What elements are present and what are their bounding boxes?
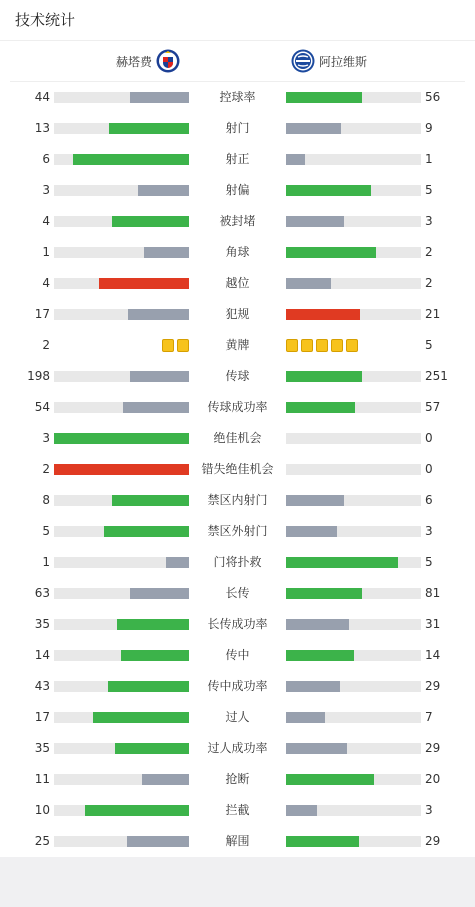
home-stat-bar-fill — [127, 836, 189, 847]
away-stat-bar — [286, 92, 421, 103]
home-stat-bar — [54, 650, 189, 661]
yellow-card-icon — [346, 339, 358, 352]
home-stat-bar — [54, 278, 189, 289]
away-stat-bar-fill — [286, 557, 398, 568]
away-stat-value: 3 — [425, 524, 433, 538]
home-stat-value: 17 — [34, 307, 50, 321]
home-stat-bar — [54, 712, 189, 723]
stat-row — [0, 82, 475, 113]
home-stat-bar — [54, 154, 189, 165]
home-stat-bar — [54, 464, 189, 475]
home-stat-bar-fill — [115, 743, 189, 754]
away-stat-value: 5 — [425, 338, 433, 352]
away-stat-value: 251 — [425, 369, 448, 383]
away-stat-bar-fill — [286, 371, 362, 382]
away-stat-value: 21 — [425, 307, 441, 321]
home-stat-bar — [54, 836, 189, 847]
home-stat-bar-fill — [112, 495, 189, 506]
home-stat-value: 3 — [42, 431, 50, 445]
home-stat-value: 2 — [42, 462, 50, 476]
away-stat-value: 7 — [425, 710, 433, 724]
away-stat-bar-fill — [286, 526, 337, 537]
away-stat-bar — [286, 712, 421, 723]
away-stat-bar-fill — [286, 123, 341, 134]
stat-label: 传中成功率 — [207, 679, 268, 693]
yellow-card-icon — [316, 339, 328, 352]
home-stat-bar — [54, 619, 189, 630]
stat-row — [0, 392, 475, 423]
stat-label: 拦截 — [225, 803, 250, 817]
stat-row — [0, 671, 475, 702]
stat-row — [0, 113, 475, 144]
home-stat-bar-fill — [166, 557, 189, 568]
away-yellow-cards — [286, 339, 358, 352]
away-stat-bar-fill — [286, 650, 354, 661]
away-stat-value: 56 — [425, 90, 441, 104]
home-stat-value: 8 — [42, 493, 50, 507]
home-stat-bar-fill — [108, 681, 189, 692]
alaves-crest-icon — [291, 49, 315, 73]
home-stat-bar — [54, 309, 189, 320]
away-stat-bar — [286, 650, 421, 661]
home-stat-bar — [54, 495, 189, 506]
stat-label: 过人 — [225, 710, 250, 724]
home-stat-bar-fill — [144, 247, 189, 258]
stat-label: 长传 — [225, 586, 250, 600]
away-stat-bar-fill — [286, 247, 376, 258]
stat-label: 禁区外射门 — [207, 524, 268, 538]
away-stat-bar — [286, 402, 421, 413]
away-stat-bar — [286, 371, 421, 382]
home-stat-bar-fill — [117, 619, 189, 630]
away-stat-bar — [286, 216, 421, 227]
home-stat-bar — [54, 557, 189, 568]
home-stat-value: 4 — [42, 214, 50, 228]
teams-header — [10, 41, 465, 82]
away-stat-bar — [286, 278, 421, 289]
away-stat-bar — [286, 588, 421, 599]
away-stat-value: 5 — [425, 183, 433, 197]
away-stat-bar — [286, 743, 421, 754]
away-stat-bar — [286, 247, 421, 258]
stat-label: 角球 — [225, 245, 250, 259]
page-title: 技术统计 — [0, 0, 475, 41]
stat-label: 过人成功率 — [207, 741, 268, 755]
stat-label: 禁区内射门 — [207, 493, 268, 507]
away-stat-value: 3 — [425, 214, 433, 228]
home-stat-bar — [54, 526, 189, 537]
home-stat-bar-fill — [121, 650, 189, 661]
away-stat-bar — [286, 185, 421, 196]
stat-row — [0, 454, 475, 485]
yellow-card-icon — [286, 339, 298, 352]
away-stat-bar-fill — [286, 619, 349, 630]
stat-label: 门将扑救 — [213, 555, 262, 569]
stat-row — [0, 609, 475, 640]
away-stat-value: 6 — [425, 493, 433, 507]
home-stat-bar-fill — [93, 712, 189, 723]
away-stat-value: 0 — [425, 431, 433, 445]
home-stat-bar — [54, 805, 189, 816]
home-stat-value: 11 — [34, 772, 50, 786]
home-stat-bar-fill — [128, 309, 189, 320]
away-stat-value: 31 — [425, 617, 441, 631]
home-stat-bar-fill — [130, 588, 189, 599]
home-stat-value: 43 — [34, 679, 50, 693]
stat-row — [0, 423, 475, 454]
home-stat-bar — [54, 123, 189, 134]
stat-row — [0, 206, 475, 237]
stat-label: 传球成功率 — [207, 400, 268, 414]
stat-label: 解围 — [225, 834, 250, 848]
away-stat-value: 29 — [425, 834, 441, 848]
home-stat-bar-fill — [109, 123, 189, 134]
home-stat-bar — [54, 433, 189, 444]
home-stat-bar-fill — [73, 154, 189, 165]
away-stat-bar — [286, 309, 421, 320]
stat-row — [0, 144, 475, 175]
home-stat-value: 2 — [42, 338, 50, 352]
home-stat-bar — [54, 588, 189, 599]
home-team-name: 赫塔费 — [115, 54, 152, 69]
away-stat-bar-fill — [286, 495, 344, 506]
away-stat-bar — [286, 495, 421, 506]
away-stat-bar-fill — [286, 805, 317, 816]
yellow-card-icon — [331, 339, 343, 352]
away-stat-bar — [286, 619, 421, 630]
home-stat-bar — [54, 681, 189, 692]
away-stat-bar-fill — [286, 185, 371, 196]
away-stat-bar — [286, 681, 421, 692]
away-stat-bar-fill — [286, 402, 355, 413]
home-stat-bar-fill — [112, 216, 189, 227]
stat-row — [0, 578, 475, 609]
home-stat-value: 4 — [42, 276, 50, 290]
home-stat-value: 17 — [34, 710, 50, 724]
home-stat-bar-fill — [104, 526, 189, 537]
away-stat-bar — [286, 154, 421, 165]
stat-label: 射偏 — [225, 183, 250, 197]
home-stat-value: 63 — [34, 586, 50, 600]
stat-label: 射正 — [225, 152, 250, 166]
away-stat-value: 5 — [425, 555, 433, 569]
away-stat-bar — [286, 526, 421, 537]
stat-row — [0, 795, 475, 826]
stat-row — [0, 175, 475, 206]
home-stat-bar — [54, 743, 189, 754]
stat-row — [0, 640, 475, 671]
stat-row — [0, 330, 475, 361]
getafe-crest-icon — [156, 49, 180, 73]
away-stat-bar-fill — [286, 278, 331, 289]
home-stat-value: 1 — [42, 245, 50, 259]
away-stat-value: 0 — [425, 462, 433, 476]
home-team[interactable] — [116, 49, 180, 73]
home-stat-value: 13 — [34, 121, 50, 135]
stat-label: 绝佳机会 — [213, 431, 262, 445]
away-team-name: 阿拉维斯 — [319, 54, 368, 69]
stat-row — [0, 733, 475, 764]
away-stat-bar-fill — [286, 774, 374, 785]
home-yellow-cards — [162, 339, 189, 352]
home-stat-bar-fill — [85, 805, 189, 816]
yellow-card-icon — [177, 339, 189, 352]
stat-label: 长传成功率 — [207, 617, 268, 631]
stat-row — [0, 547, 475, 578]
home-stat-value: 14 — [34, 648, 50, 662]
home-stat-value: 35 — [34, 617, 50, 631]
stat-label: 越位 — [225, 276, 250, 290]
away-stat-value: 2 — [425, 276, 433, 290]
home-stat-value: 44 — [34, 90, 50, 104]
away-stat-value: 9 — [425, 121, 433, 135]
away-stat-bar — [286, 557, 421, 568]
away-stat-value: 3 — [425, 803, 433, 817]
away-stat-bar — [286, 805, 421, 816]
stat-row — [0, 237, 475, 268]
away-stat-bar-fill — [286, 712, 325, 723]
home-stat-bar — [54, 185, 189, 196]
home-stat-bar-fill — [123, 402, 189, 413]
away-stat-value: 29 — [425, 679, 441, 693]
away-stat-value: 20 — [425, 772, 441, 786]
home-stat-bar-fill — [99, 278, 189, 289]
home-stat-bar-fill — [130, 371, 189, 382]
stat-label: 黄牌 — [225, 338, 250, 352]
away-stat-value: 57 — [425, 400, 441, 414]
away-stat-bar-fill — [286, 836, 359, 847]
away-stat-bar-fill — [286, 588, 362, 599]
stat-row — [0, 516, 475, 547]
away-stat-bar-fill — [286, 92, 362, 103]
home-stat-value: 1 — [42, 555, 50, 569]
home-stat-value: 5 — [42, 524, 50, 538]
stat-row — [0, 485, 475, 516]
away-stat-bar-fill — [286, 681, 340, 692]
yellow-card-icon — [162, 339, 174, 352]
home-stat-bar-fill — [138, 185, 189, 196]
stat-row — [0, 299, 475, 330]
stat-label: 传球 — [225, 369, 250, 383]
home-stat-bar — [54, 371, 189, 382]
stat-row — [0, 826, 475, 857]
home-stat-bar — [54, 247, 189, 258]
stat-label: 错失绝佳机会 — [201, 462, 274, 476]
home-stat-bar-fill — [54, 464, 189, 475]
stat-label: 抢断 — [225, 772, 250, 786]
away-stat-bar-fill — [286, 743, 347, 754]
stat-row — [0, 361, 475, 392]
stat-label: 射门 — [225, 121, 250, 135]
away-team[interactable] — [291, 49, 367, 73]
away-stat-bar — [286, 464, 421, 475]
stat-row — [0, 764, 475, 795]
stat-label: 控球率 — [219, 90, 256, 104]
yellow-card-icon — [301, 339, 313, 352]
home-stat-value: 35 — [34, 741, 50, 755]
stats-list — [0, 82, 475, 857]
home-stat-bar — [54, 216, 189, 227]
home-stat-value: 54 — [34, 400, 50, 414]
stat-label: 被封堵 — [219, 214, 256, 228]
home-stat-bar — [54, 774, 189, 785]
home-stat-value: 25 — [34, 834, 50, 848]
away-stat-bar — [286, 123, 421, 134]
home-stat-bar-fill — [54, 433, 189, 444]
stat-row — [0, 268, 475, 299]
away-stat-value: 81 — [425, 586, 441, 600]
home-stat-value: 198 — [27, 369, 50, 383]
stat-row — [0, 702, 475, 733]
home-stat-value: 3 — [42, 183, 50, 197]
home-stat-bar-fill — [130, 92, 189, 103]
home-stat-value: 10 — [34, 803, 50, 817]
away-stat-value: 2 — [425, 245, 433, 259]
away-stat-bar-fill — [286, 309, 360, 320]
away-stat-bar — [286, 836, 421, 847]
home-stat-bar — [54, 92, 189, 103]
away-stat-value: 14 — [425, 648, 441, 662]
home-stat-bar — [54, 402, 189, 413]
away-stat-bar-fill — [286, 216, 344, 227]
away-stat-bar — [286, 433, 421, 444]
home-stat-value: 6 — [42, 152, 50, 166]
away-stat-bar-fill — [286, 154, 305, 165]
stat-label: 犯规 — [225, 307, 250, 321]
away-stat-value: 29 — [425, 741, 441, 755]
away-stat-value: 1 — [425, 152, 433, 166]
stat-label: 传中 — [225, 648, 250, 662]
away-stat-bar — [286, 774, 421, 785]
home-stat-bar-fill — [142, 774, 189, 785]
